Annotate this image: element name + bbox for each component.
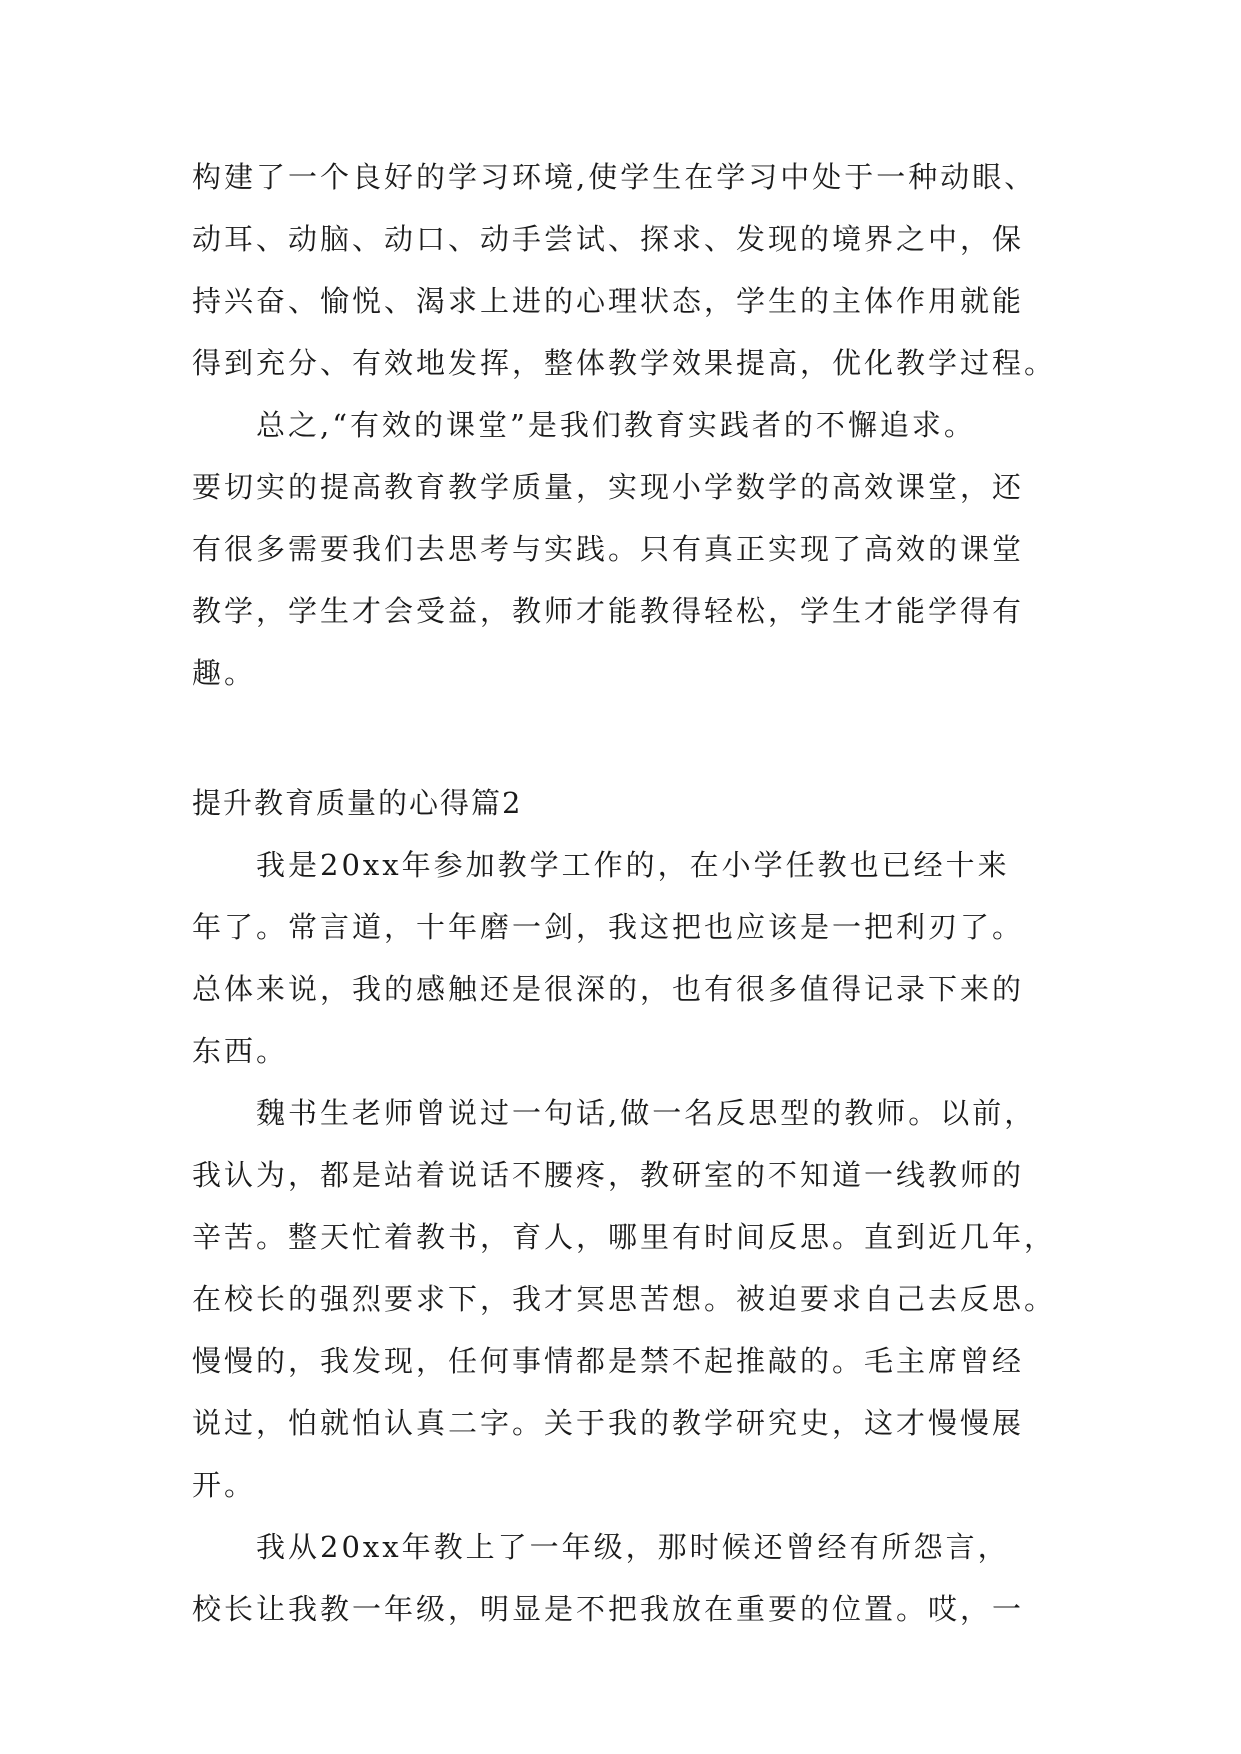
text-line: 动耳、动脑、动口、动手尝试、探求、发现的境界之中，保 [192,222,1025,256]
text-line: 构建了一个良好的学习环境,使学生在学习中处于一种动眼、 [192,160,1037,194]
text-line: 得到充分、有效地发挥，整体教学效果提高，优化教学过程。 [192,346,1057,380]
document-body [192,146,1092,1640]
text-line: 辛苦。整天忙着教书，育人，哪里有时间反思。直到近几年， [192,1220,1057,1254]
text-line: 开。 [192,1468,257,1502]
paragraph-1 [192,146,1092,394]
paragraph-3 [192,834,1092,1082]
text-line: 在校长的强烈要求下，我才冥思苦想。被迫要求自己去反思。 [192,1282,1057,1316]
paragraph-4 [192,1082,1092,1516]
text-line: 我从20xx年教上了一年级，那时候还曾经有所怨言， [256,1530,1010,1564]
text-line: 魏书生老师曾说过一句话,做一名反思型的教师。以前， [256,1096,1037,1130]
text-line: 总之,“有效的课堂”是我们教育实践者的不懈追求。 [256,408,976,442]
text-line: 慢慢的，我发现，任何事情都是禁不起推敲的。毛主席曾经 [192,1344,1025,1378]
text-line: 年了。常言道，十年磨一剑，我这把也应该是一把利刃了。 [192,910,1025,944]
paragraph-2 [192,394,1092,704]
section-heading: 提升教育质量的心得篇2 [192,786,523,820]
section-gap [192,704,1092,772]
text-line: 我是20xx年参加教学工作的，在小学任教也已经十来 [256,848,1010,882]
text-line: 持兴奋、愉悦、渴求上进的心理状态，学生的主体作用就能 [192,284,1025,318]
text-line: 有很多需要我们去思考与实践。只有真正实现了高效的课堂 [192,532,1025,566]
text-line: 说过，怕就怕认真二字。关于我的教学研究史，这才慢慢展 [192,1406,1025,1440]
text-line: 校长让我教一年级，明显是不把我放在重要的位置。哎，一 [192,1592,1025,1626]
text-line: 趣。 [192,656,257,690]
text-line: 要切实的提高教育教学质量，实现小学数学的高效课堂，还 [192,470,1025,504]
text-line: 东西。 [192,1034,289,1068]
text-line: 总体来说，我的感触还是很深的，也有很多值得记录下来的 [192,972,1025,1006]
text-line: 我认为，都是站着说话不腰疼，教研室的不知道一线教师的 [192,1158,1025,1192]
text-line: 教学，学生才会受益，教师才能教得轻松，学生才能学得有 [192,594,1025,628]
paragraph-5 [192,1516,1092,1640]
